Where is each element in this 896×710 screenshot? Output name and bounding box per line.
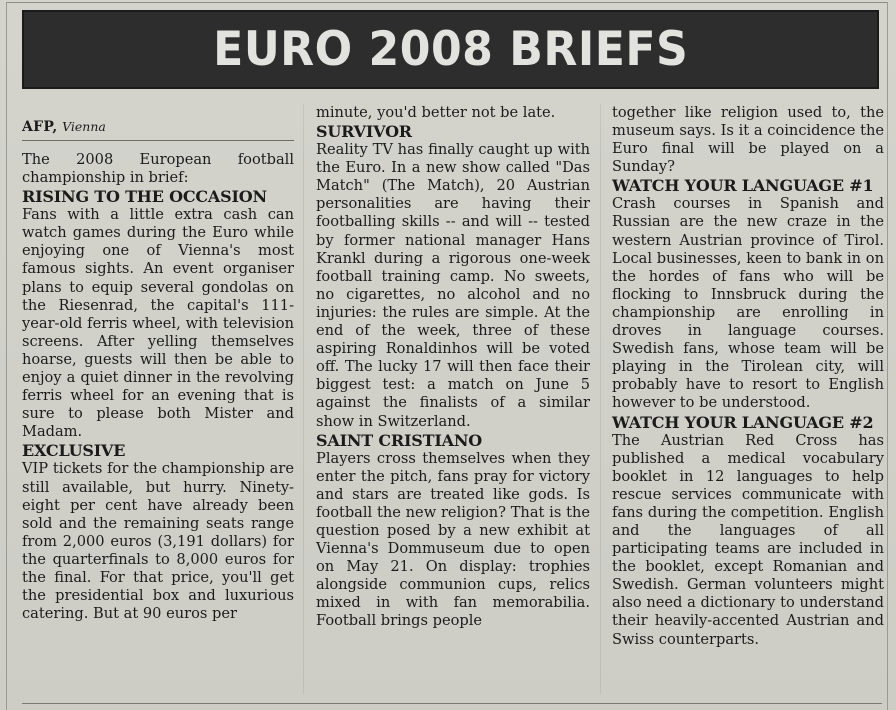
column-gutter — [303, 104, 304, 694]
section-heading: SURVIVOR — [316, 122, 412, 142]
section-heading: RISING TO THE OCCASION — [22, 187, 267, 207]
section-heading: SAINT CRISTIANO — [316, 430, 482, 450]
section-heading: WATCH YOUR LANGUAGE #1 — [612, 176, 874, 196]
page-border-right — [887, 2, 888, 710]
page-border-top — [6, 2, 888, 3]
headline-title: EURO 2008 BRIEFS — [212, 22, 689, 77]
article-column-3 — [612, 104, 884, 649]
page-border-left — [6, 2, 7, 710]
section-heading: EXCLUSIVE — [22, 441, 126, 461]
section-body: The Austrian Red Cross has published a medical vocabulary booklet in 12 languages to help rescue services communicate with fans during the competition. English and the languages of all participating teams are included in the booklet, except Romanian and Swedish. German volunteers might also need a dictionary to understand their heavily-accented Austrian and Swiss counterparts. — [612, 431, 884, 648]
article-column-2 — [316, 104, 590, 631]
byline-rule — [22, 140, 294, 141]
section-body: Fans with a little extra cash can watch games during the Euro while enjoying one of Vienna's most famous sights. An event organiser plans to equip several gondolas on the Riesenrad, the capital's 111-year-old ferris wheel, with television screens. After yelling themselves hoarse, guests will then be able to enjoy a quiet dinner in the revolving ferris wheel for an evening that is sure to please both Mister and Madam. — [22, 206, 294, 441]
section-body-continued: minute, you'd better not be late. — [316, 104, 556, 121]
headline-banner — [22, 10, 879, 89]
column-gutter — [600, 104, 601, 694]
section-body: Players cross themselves when they enter the pitch, fans pray for victory and stars are treated like gods. Is football the new religion? That is the question posed by a new exhibit at Vienna's Dommuseum due to open on May 21. On display: trophies alongside communion cups, relics mixed in with fan memorabilia. Football brings people — [316, 449, 590, 630]
section-body-continued: together like religion used to, the museum says. Is it a coincidence the Euro final will be played on a Sunday? — [612, 104, 884, 176]
byline — [22, 118, 294, 136]
section-body: VIP tickets for the championship are still available, but hurry. Ninety-eight per cent have already been sold and the remaining seats range from 2,000 euros (3,191 dollars) for the quarterfinals to 8,000 euros for the final. For that price, you'll get the presidential box and luxurious catering. But at 90 euros per — [22, 460, 294, 623]
article-intro: The 2008 European football championship in brief: — [22, 151, 294, 187]
section-heading: WATCH YOUR LANGUAGE #2 — [612, 412, 874, 432]
byline-agency: AFP, — [22, 119, 58, 135]
article-column-1 — [22, 104, 294, 623]
section-body: Crash courses in Spanish and Russian are the new craze in the western Austrian province of Tirol. Local businesses, keen to bank in on the hordes of fans who will be flocking to Innsbruck during the championship are enrolling in droves in language courses. Swedish fans, whose team will be playing in the Tirolean city, will probably have to resort to English however to be understood. — [612, 195, 884, 412]
byline-city: Vienna — [62, 119, 106, 134]
bottom-rule — [22, 703, 882, 704]
section-body: Reality TV has finally caught up with the Euro. In a new show called "Das Match" (The Match), 20 Austrian personalities are having their footballing skills -- and will -- tested by former national manager Hans Krankl during a rigorous one-week football training camp. No sweets, no cigarettes, no alcohol and no injuries: the rules are simple. At the end of the week, three of these aspiring Ronaldinhos will be voted off. The lucky 17 will then face their biggest test: a match on June 5 against the finalists of a similar show in Switzerland. — [316, 141, 590, 430]
